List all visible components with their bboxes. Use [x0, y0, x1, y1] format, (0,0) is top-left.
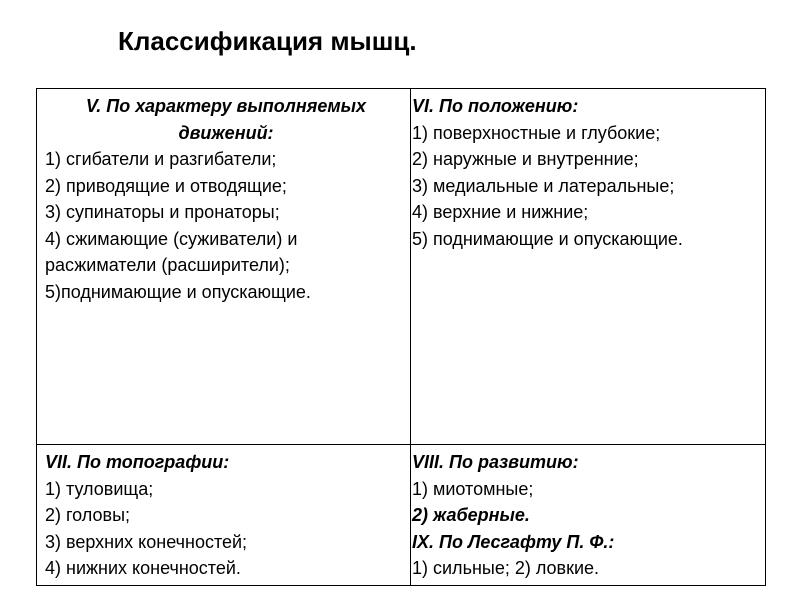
row-divider — [37, 444, 765, 445]
cell-by-movement — [45, 93, 407, 305]
cell-heading: VI. По положению: — [412, 96, 579, 116]
classification-table — [36, 88, 766, 586]
column-divider — [410, 89, 411, 585]
list-item: 2) жаберные. — [412, 505, 530, 525]
list-item: 4) нижних конечностей. — [45, 558, 241, 578]
list-item: 1) сгибатели и разгибатели; — [45, 149, 277, 169]
list-item: 3) супинаторы и пронаторы; — [45, 202, 280, 222]
cell-by-position — [412, 93, 764, 252]
list-item: 2) приводящие и отводящие; — [45, 175, 287, 196]
cell-by-topography — [45, 449, 407, 582]
list-item: 4) сжимающие (суживатели) и — [45, 228, 298, 249]
cell-heading-lesgaft: IX. По Лесгафту П. Ф.: — [412, 531, 615, 552]
list-item: 3) верхних конечностей; — [45, 531, 248, 552]
list-item: 1) поверхностные и глубокие; — [412, 122, 661, 143]
list-item: 1) миотомные; — [412, 478, 534, 499]
page-title: Классификация мышц. — [118, 26, 417, 56]
cell-heading-continued: движений: — [178, 122, 274, 143]
cell-heading: VII. По топографии: — [45, 452, 230, 472]
list-item: расжиматели (расширители); — [45, 255, 290, 275]
cell-by-development — [412, 449, 764, 582]
list-item: 5)поднимающие и опускающие. — [45, 281, 311, 302]
cell-heading: VIII. По развитию: — [412, 452, 579, 472]
list-item: 5) поднимающие и опускающие. — [412, 228, 683, 249]
list-item: 4) верхние и нижние; — [412, 202, 589, 222]
list-item: 1) сильные; 2) ловкие. — [412, 558, 600, 578]
cell-heading: V. По характеру выполняемых — [85, 96, 367, 116]
list-item: 2) наружные и внутренние; — [412, 149, 639, 169]
list-item: 3) медиальные и латеральные; — [412, 175, 675, 196]
list-item: 1) туловища; — [45, 478, 154, 499]
list-item: 2) головы; — [45, 505, 131, 525]
